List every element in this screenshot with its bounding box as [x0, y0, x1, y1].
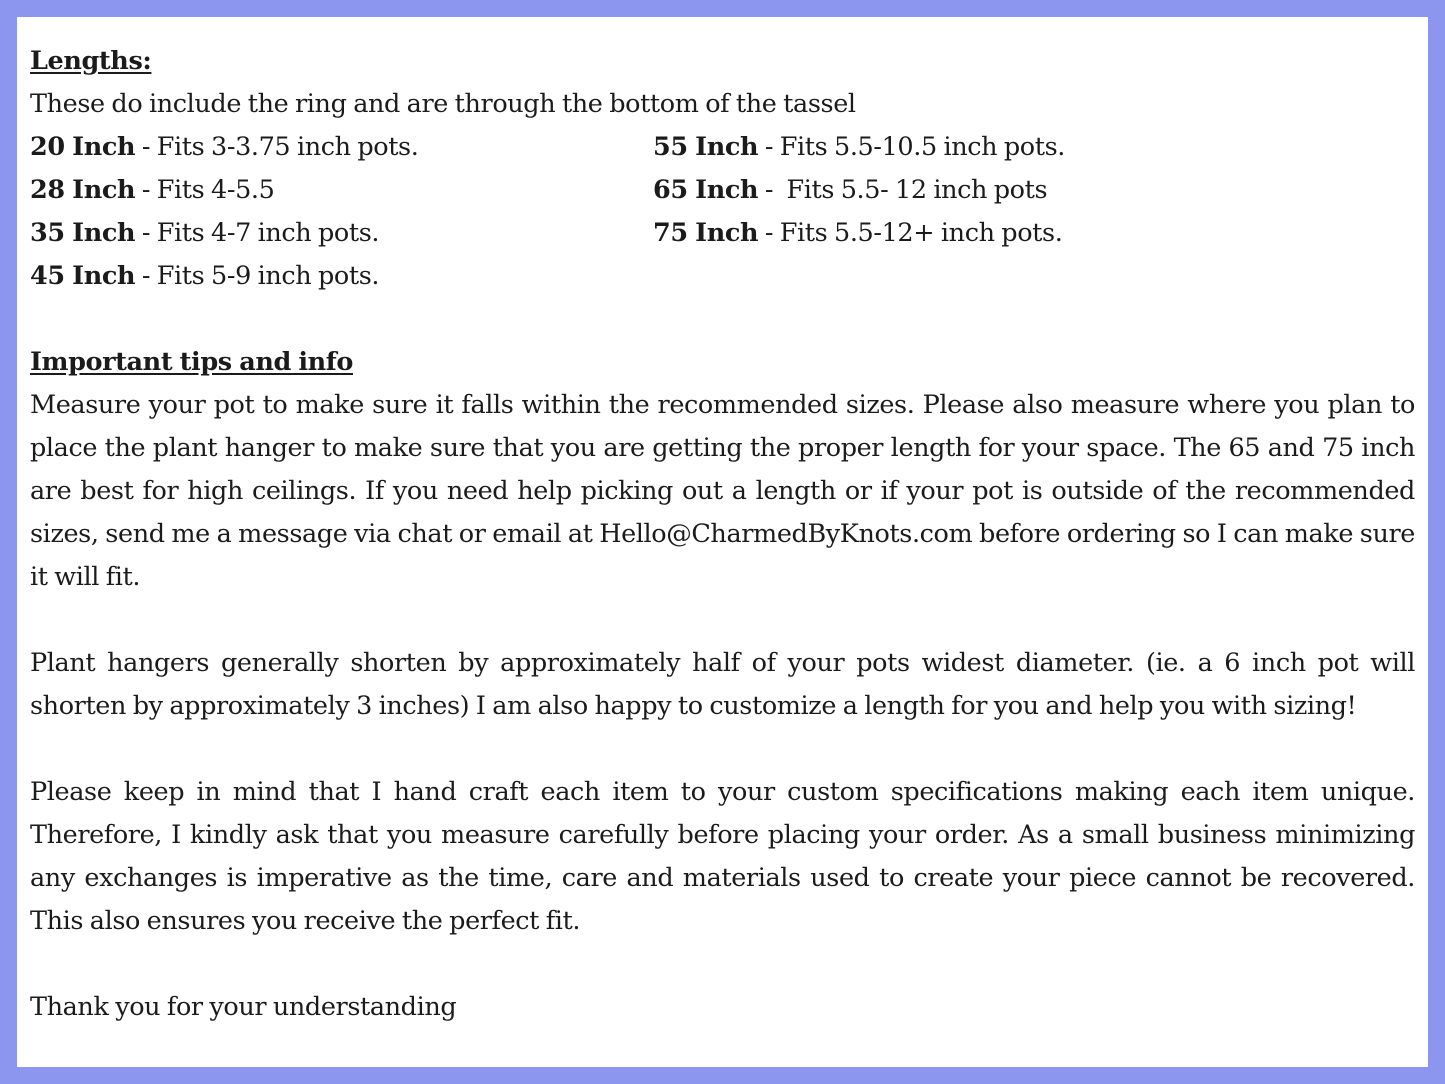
info-panel [17, 17, 1428, 1067]
lengths-table [30, 126, 1415, 298]
length-row-empty [653, 255, 1415, 298]
length-desc: - Fits 5.5-10.5 inch pots. [758, 132, 1065, 162]
length-size: 35 Inch [30, 218, 136, 248]
length-row-35 [30, 212, 653, 255]
spacer [30, 943, 1415, 986]
length-desc: - Fits 5.5- 12 inch pots [758, 175, 1048, 205]
spacer [30, 298, 1415, 341]
length-row-45 [30, 255, 653, 298]
length-desc: - Fits 3-3.75 inch pots. [135, 132, 419, 162]
length-size: 20 Inch [30, 132, 136, 162]
lengths-heading: Lengths: [30, 46, 152, 76]
closing-text: Thank you for your understanding [30, 992, 457, 1022]
length-row-55 [653, 126, 1415, 169]
length-size: 65 Inch [653, 175, 759, 205]
length-row-28 [30, 169, 653, 212]
length-row-20 [30, 126, 653, 169]
length-desc: - Fits 5-9 inch pots. [135, 261, 380, 291]
length-size: 45 Inch [30, 261, 136, 291]
spacer [30, 728, 1415, 771]
tips-paragraph-measure: Measure your pot to make sure it falls within the recommended sizes. Please also measure where you plan to place the plant hanger to make sure that you are getting the proper length for your space. The 65 and 75 inch are best for high ceilings. If you need help picking out a length or if your pot is outside of the recommended sizes, send me a message via chat or email at Hello@CharmedByKnots.com before ordering so I can make sure it will fit. [30, 390, 1415, 592]
lengths-subtitle: These do include the ring and are through the bottom of the tassel [30, 89, 856, 119]
length-size: 55 Inch [653, 132, 759, 162]
length-size: 28 Inch [30, 175, 136, 205]
length-desc: - Fits 4-5.5 [135, 175, 275, 205]
tips-paragraph-shorten: Plant hangers generally shorten by approximately half of your pots widest diameter. (ie. a 6 inch pot will shorten by approximately 3 inches) I am also happy to customize a length for you and help you with sizing! [30, 648, 1415, 721]
spacer [30, 599, 1415, 642]
tips-heading: Important tips and info [30, 347, 353, 377]
length-size: 75 Inch [653, 218, 759, 248]
length-desc: - Fits 4-7 inch pots. [135, 218, 380, 248]
tips-paragraph-handcraft: Please keep in mind that I hand craft each item to your custom specifications making each item unique. Therefore, I kindly ask that you measure carefully before placing your order. As a small business minimizing any exchanges is imperative as the time, care and materials used to create your piece cannot be recovered. This also ensures you receive the perfect fit. [30, 777, 1415, 936]
length-row-65 [653, 169, 1415, 212]
length-desc: - Fits 5.5-12+ inch pots. [758, 218, 1063, 248]
length-row-75 [653, 212, 1415, 255]
